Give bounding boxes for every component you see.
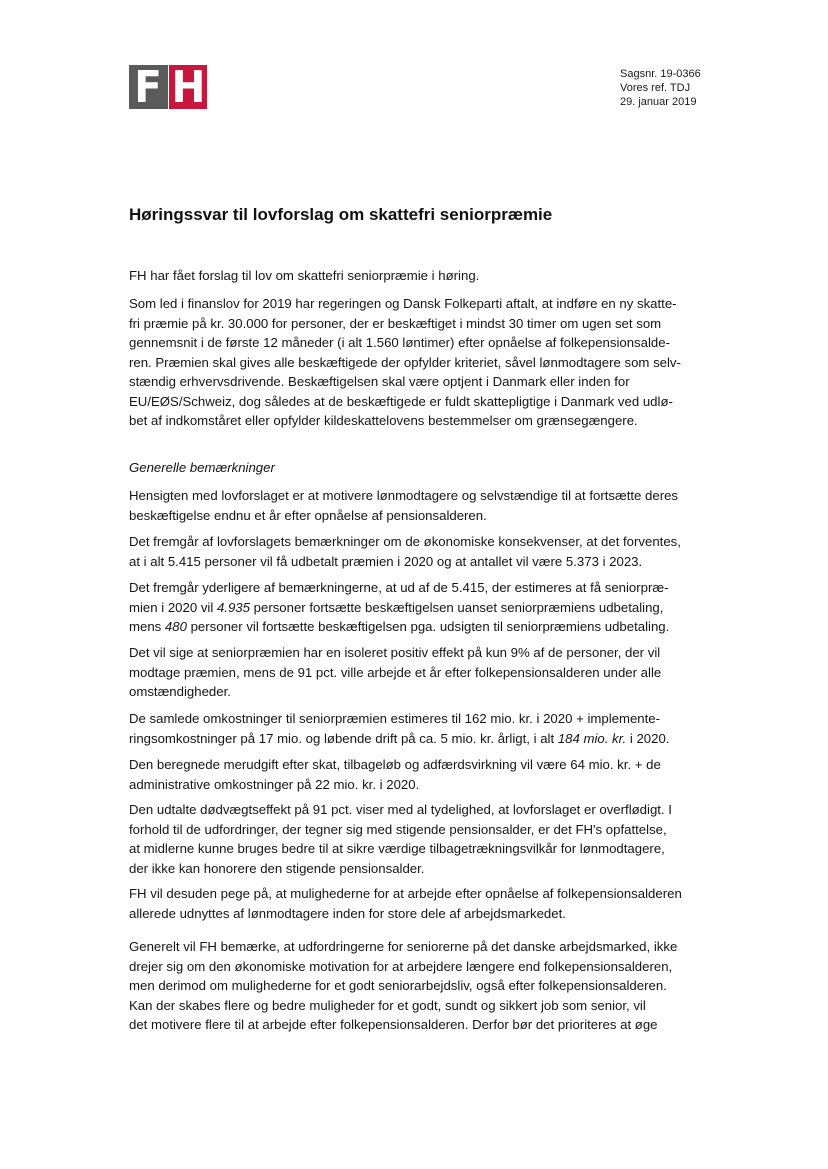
text-line: EU/EØS/Schweiz, dog således at de beskæftigede er fuldt skattepligtige i Danmark ved udlø- bbox=[129, 393, 673, 409]
text-line: gennemsnit i de første 12 måneder (i alt 1.560 løntimer) efter opnåelse af folkepensionsalde- bbox=[129, 335, 670, 350]
our-reference: Vores ref. TDJ bbox=[620, 82, 691, 94]
text-line: men derimod om mulighederne for et godt seniorarbejdsliv, også efter folkepensionsalderen. bbox=[129, 978, 667, 993]
text-line: det motivere flere til at arbejde efter folkepensionsalderen. Derfor bør det prioriteres at øge bbox=[129, 1017, 658, 1032]
emphasized-amount: 184 mio. kr. bbox=[557, 730, 627, 746]
text-line: Den beregnede merudgift efter skat, tilbageløb og adfærdsvirkning vil være 64 mio. kr. + de bbox=[129, 757, 661, 772]
text-line: stændig erhvervsdrivende. Beskæftigelsen skal være optjent i Danmark eller inden for bbox=[129, 374, 630, 389]
text-line: forhold til de udfordringer, der tegner sig med stigende pensionsalder, er det FH's opfattelse, bbox=[129, 821, 667, 837]
text-line: beskæftigelse endnu et år efter opnåelse af pensionsalderen. bbox=[129, 507, 487, 523]
text-line: drejer sig om den økonomiske motivation for at arbejdere længere end folkepensionsalderen, bbox=[129, 958, 673, 974]
text-line: Som led i finanslov for 2019 har regeringen og Dansk Folkeparti aftalt, at indføre en ny skatte- bbox=[129, 296, 677, 311]
text-line: administrative omkostninger på 22 mio. kr. i 2020. bbox=[129, 776, 420, 792]
letter-date: 29. januar 2019 bbox=[620, 96, 697, 108]
text-line: FH vil desuden pege på, at mulighederne for at arbejde efter opnåelse af folkepensionsalderen bbox=[129, 886, 682, 901]
intro-paragraph-1 bbox=[129, 266, 699, 286]
text-run: ringsomkostninger på 17 mio. og løbende drift på ca. 5 mio. kr. årligt, i alt bbox=[129, 730, 558, 746]
text-line: ren. Præmien skal gives alle beskæftigede der opfylder kriteriet, såvel lønmodtagere som selv- bbox=[129, 354, 681, 370]
general-paragraph-5 bbox=[129, 709, 699, 748]
text-line: Det fremgår yderligere af bemærkningerne, at ud af de 5.415, der estimeres at få seniorpræ- bbox=[129, 580, 669, 595]
text-run: mens bbox=[129, 619, 165, 634]
text-line: Kan der skabes flere og bedre muligheder for et godt, sundt og sikkert job som senior, vil bbox=[129, 997, 646, 1013]
text-line: allerede udnyttes af lønmodtagere inden for store dele af arbejdsmarkedet. bbox=[129, 905, 566, 921]
general-paragraph-2 bbox=[129, 532, 699, 571]
text-line: fri præmie på kr. 30.000 for personer, der er beskæftiget i mindst 30 timer om ugen set som bbox=[129, 315, 662, 331]
intro-paragraph-2 bbox=[129, 294, 699, 431]
text-line bbox=[129, 617, 699, 637]
logo-letter-h: H bbox=[171, 65, 205, 109]
document-title: Høringssvar til lovforslag om skattefri seniorpræmie bbox=[129, 205, 553, 224]
text-run: mien i 2020 vil bbox=[129, 599, 217, 615]
text-line: FH har fået forslag til lov om skattefri seniorpræmie i høring. bbox=[129, 268, 480, 283]
text-run: i 2020. bbox=[626, 730, 670, 746]
text-line bbox=[129, 729, 699, 749]
logo-h-box bbox=[169, 65, 207, 109]
text-run: personer fortsætte beskæftigelsen uanset seniorpræmiens udbetaling, bbox=[249, 599, 664, 615]
case-number: Sagsnr. 19-0366 bbox=[620, 68, 701, 80]
text-line: der ikke kan honorere den stigende pensionsalder. bbox=[129, 860, 425, 876]
general-paragraph-3 bbox=[129, 578, 699, 637]
general-paragraph-8 bbox=[129, 884, 699, 923]
text-line: at i alt 5.415 personer vil få udbetalt præmien i 2020 og at antallet vil være 5.373 i 2023. bbox=[129, 553, 643, 569]
text-line bbox=[129, 598, 699, 618]
emphasized-number: 4.935 bbox=[216, 599, 250, 615]
logo-letter-f: F bbox=[134, 65, 163, 109]
section-heading: Generelle bemærkninger bbox=[129, 460, 275, 475]
fh-logo bbox=[129, 65, 207, 109]
logo-f-box bbox=[129, 65, 169, 109]
general-paragraph-4 bbox=[129, 643, 699, 702]
general-paragraph-6 bbox=[129, 755, 699, 794]
text-line: Det fremgår af lovforslagets bemærkninger om de økonomiske konsekvenser, at det forventes, bbox=[129, 534, 681, 549]
text-run: personer vil fortsætte beskæftigelsen pga. udsigten til seniorpræmiens udbetaling. bbox=[186, 619, 670, 634]
general-paragraph-7 bbox=[129, 800, 699, 878]
text-line: Det vil sige at seniorpræmien har en isoleret positiv effekt på kun 9% af de personer, der vil bbox=[129, 645, 661, 660]
text-line: modtage præmien, mens de 91 pct. ville arbejde et år efter folkepensionsalderen under alle bbox=[129, 664, 662, 680]
text-line: at midlerne kunne bruges bedre til at sikre værdige tilbagetrækningsvilkår for lønmodtagere, bbox=[129, 841, 665, 856]
general-paragraph-9 bbox=[129, 937, 699, 1035]
text-line: Den udtalte dødvægtseffekt på 91 pct. viser med al tydelighed, at lovforslaget er overflødigt. I bbox=[129, 802, 672, 817]
text-line: Hensigten med lovforslaget er at motivere lønmodtagere og selvstændige til at fortsætte deres bbox=[129, 488, 679, 503]
text-line: omstændigheder. bbox=[129, 684, 231, 699]
text-line: bet af indkomståret eller opfylder kildeskattelovens bestemmelser om grænsegængere. bbox=[129, 413, 638, 428]
emphasized-number: 480 bbox=[164, 619, 187, 634]
general-paragraph-1 bbox=[129, 486, 699, 525]
text-line: Generelt vil FH bemærke, at udfordringerne for seniorerne på det danske arbejdsmarked, ikke bbox=[129, 939, 678, 954]
reference-block bbox=[620, 67, 701, 109]
text-line: De samlede omkostninger til seniorpræmien estimeres til 162 mio. kr. i 2020 + implemente- bbox=[129, 711, 661, 726]
